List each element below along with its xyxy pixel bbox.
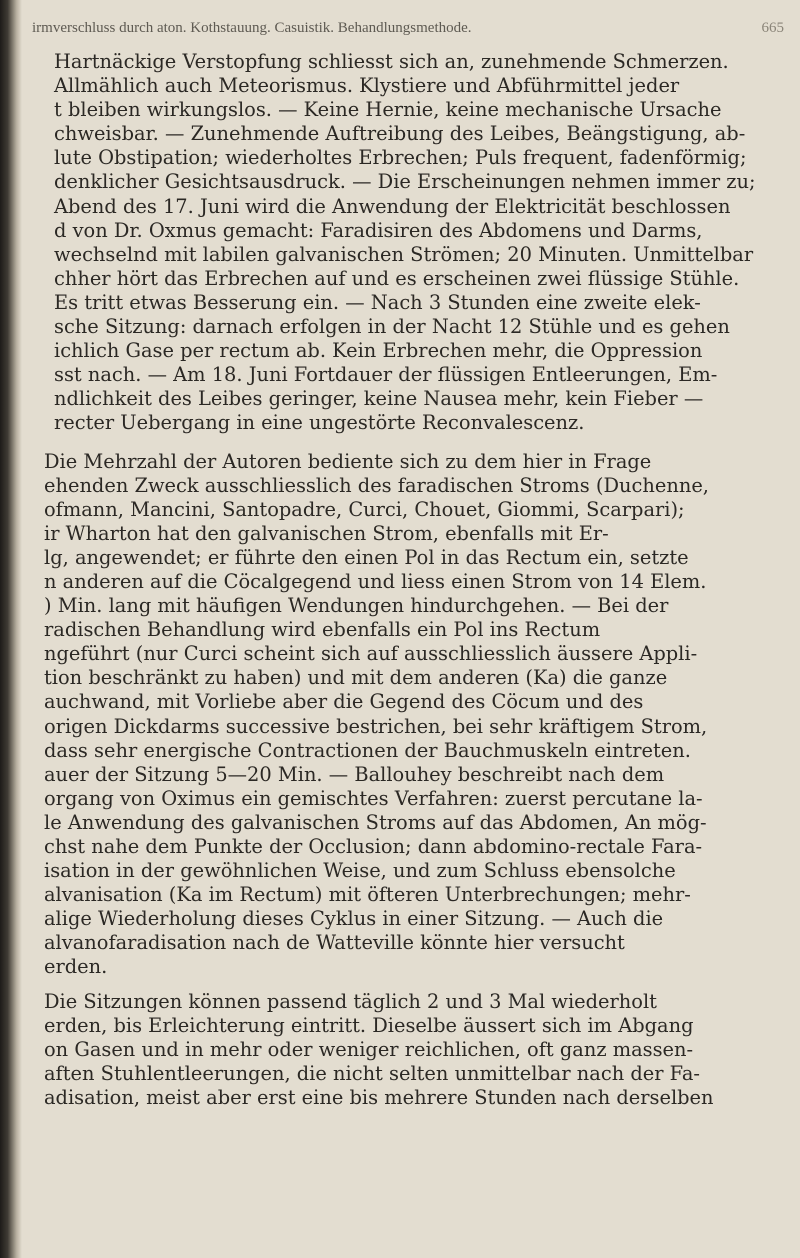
page-number: 665 <box>761 20 784 36</box>
sessions-paragraph <box>44 990 798 1110</box>
text-line: n anderen auf die Cöcalgegend und liess einen Strom von 14 Elem. <box>44 569 707 593</box>
text-line: recter Uebergang in eine ungestörte Reconvalescenz. <box>54 411 585 435</box>
text-line: lute Obstipation; wiederholtes Erbrechen; Puls frequent, fadenförmig; <box>54 146 747 170</box>
text-line: organg von Oximus ein gemischtes Verfahren: zuerst percutane la- <box>44 786 703 810</box>
text-line: Die Mehrzahl der Autoren bediente sich zu dem hier in Frage <box>44 449 652 473</box>
text-line: erden, bis Erleichterung eintritt. Dieselbe äussert sich im Abgang <box>44 1013 694 1037</box>
case-paragraph <box>44 50 798 436</box>
text-line: lg, angewendet; er führte den einen Pol in das Rectum ein, setzte <box>44 545 689 569</box>
body-text <box>44 50 798 1110</box>
book-gutter <box>0 0 22 1258</box>
text-line: tion beschränkt zu haben) und mit dem anderen (Ka) die ganze <box>44 666 668 690</box>
text-line: alvanisation (Ka im Rectum) mit öfteren Unterbrechungen; mehr- <box>44 883 691 907</box>
text-line: alvanofaradisation nach de Watteville könnte hier versucht <box>44 931 625 955</box>
text-line: d von Dr. Oxmus gemacht: Faradisiren des Abdomens und Darms, <box>54 218 703 242</box>
text-line: origen Dickdarms successive bestrichen, bei sehr kräftigem Strom, <box>44 714 708 738</box>
text-line: ehenden Zweck ausschliesslich des faradischen Stroms (Duchenne, <box>44 473 709 497</box>
text-line: Die Sitzungen können passend täglich 2 und 3 Mal wiederholt <box>44 989 657 1013</box>
text-line: ngeführt (nur Curci scheint sich auf ausschliesslich äussere Appli- <box>44 642 698 666</box>
text-line: sst nach. — Am 18. Juni Fortdauer der flüssigen Entleerungen, Em- <box>54 363 718 387</box>
text-line: t bleiben wirkungslos. — Keine Hernie, keine mechanische Ursache <box>54 98 722 122</box>
text-line: auchwand, mit Vorliebe aber die Gegend des Cöcum und des <box>44 690 644 714</box>
text-line: chweisbar. — Zunehmende Auftreibung des Leibes, Beängstigung, ab- <box>54 122 746 146</box>
text-line: Es tritt etwas Besserung ein. — Nach 3 Stunden eine zweite elek- <box>54 290 701 314</box>
text-line: Abend des 17. Juni wird die Anwendung der Elektricität beschlossen <box>54 194 731 218</box>
running-header <box>32 20 784 37</box>
text-line: Hartnäckige Verstopfung schliesst sich an, zunehmende Schmerzen. <box>54 50 729 73</box>
text-line: aften Stuhlentleerungen, die nicht selten unmittelbar nach der Fa- <box>44 1061 700 1085</box>
text-line: Allmählich auch Meteorismus. Klystiere und Abführmittel jeder <box>54 74 680 98</box>
text-line: ) Min. lang mit häufigen Wendungen hindurchgehen. — Bei der <box>44 594 669 618</box>
book-page <box>30 0 798 1258</box>
text-line: ichlich Gase per rectum ab. Kein Erbrechen mehr, die Oppression <box>54 339 703 363</box>
text-line: sche Sitzung: darnach erfolgen in der Nacht 12 Stühle und es gehen <box>54 315 730 339</box>
text-line: le Anwendung des galvanischen Stroms auf das Abdomen, An mög- <box>44 810 707 834</box>
text-line: ndlichkeit des Leibes geringer, keine Nausea mehr, kein Fieber — <box>54 387 704 411</box>
methods-paragraph <box>44 450 798 980</box>
text-line: radischen Behandlung wird ebenfalls ein Pol ins Rectum <box>44 618 601 642</box>
text-line: chst nahe dem Punkte der Occlusion; dann abdomino-rectale Fara- <box>44 835 703 858</box>
text-line: adisation, meist aber erst eine bis mehrere Stunden nach derselben <box>44 1085 714 1109</box>
text-line: ir Wharton hat den galvanischen Strom, ebenfalls mit Er- <box>44 521 609 545</box>
text-line: erden. <box>44 955 108 979</box>
text-line: ofmann, Mancini, Santopadre, Curci, Chouet, Giommi, Scarpari); <box>44 497 685 521</box>
text-line: isation in der gewöhnlichen Weise, und zum Schluss ebensolche <box>44 859 676 883</box>
running-title: irmverschluss durch aton. Kothstauung. Casuistik. Behandlungsmethode. <box>32 20 472 36</box>
text-line: denklicher Gesichtsausdruck. — Die Erscheinungen nehmen immer zu; <box>54 170 756 194</box>
text-line: auer der Sitzung 5—20 Min. — Ballouhey beschreibt nach dem <box>44 762 665 786</box>
text-line: on Gasen und in mehr oder weniger reichlichen, oft ganz massen- <box>44 1037 694 1061</box>
text-line: chher hört das Erbrechen auf und es erscheinen zwei flüssige Stühle. <box>54 266 740 290</box>
text-line: alige Wiederholung dieses Cyklus in einer Sitzung. — Auch die <box>44 907 664 931</box>
text-line: dass sehr energische Contractionen der Bauchmuskeln eintreten. <box>44 738 691 762</box>
text-line: wechselnd mit labilen galvanischen Strömen; 20 Minuten. Unmittelbar <box>54 242 754 266</box>
